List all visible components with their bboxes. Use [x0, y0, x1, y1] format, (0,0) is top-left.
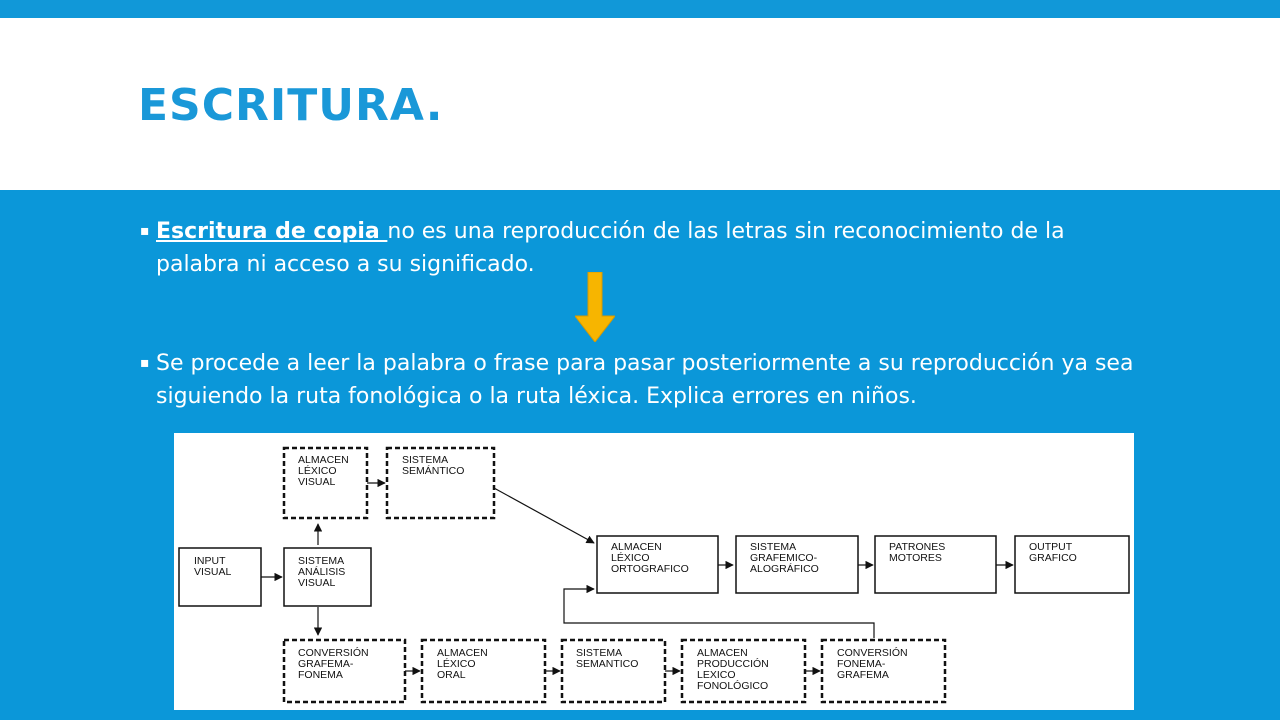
svg-text:ALOGRÁFICO: ALOGRÁFICO: [750, 563, 819, 575]
svg-text:FONOLÓGICO: FONOLÓGICO: [697, 680, 769, 692]
bullet-2: [140, 347, 1140, 413]
svg-text:LEXICO: LEXICO: [697, 669, 736, 681]
svg-text:ORTOGRAFICO: ORTOGRAFICO: [611, 563, 689, 575]
svg-text:GRAFEMA-: GRAFEMA-: [298, 658, 354, 670]
svg-text:GRAFEMICO-: GRAFEMICO-: [750, 552, 818, 564]
bullet-1-text: [156, 215, 1140, 281]
bullet-2-text: Se procede a leer la palabra o frase para pasar posteriormente a su reproducción ya sea siguiendo la ruta fonológica o la ruta léxica. Explica errores en niños.: [156, 351, 1134, 409]
top-accent-strip: [0, 0, 1280, 18]
writing-model-diagram: [174, 433, 1134, 710]
bullet-1: [140, 215, 1140, 281]
svg-text:SISTEMA: SISTEMA: [298, 555, 345, 567]
svg-text:FONEMA: FONEMA: [298, 669, 343, 681]
svg-text:GRAFEMA: GRAFEMA: [837, 669, 889, 681]
svg-text:PRODUCCIÓN: PRODUCCIÓN: [697, 658, 769, 670]
svg-text:PATRONES: PATRONES: [889, 541, 946, 553]
svg-text:INPUT: INPUT: [194, 555, 226, 567]
svg-text:ANÁLISIS: ANÁLISIS: [298, 566, 346, 578]
svg-text:SEMÁNTICO: SEMÁNTICO: [402, 465, 465, 477]
bullet-marker: ▪: [140, 223, 150, 239]
svg-text:ORAL: ORAL: [437, 669, 466, 681]
svg-text:CONVERSIÓN: CONVERSIÓN: [837, 647, 908, 659]
svg-text:SEMANTICO: SEMANTICO: [576, 658, 639, 670]
slide-title: ESCRITURA.: [138, 80, 444, 131]
bullet-marker: ▪: [140, 355, 150, 371]
svg-text:GRAFICO: GRAFICO: [1029, 552, 1077, 564]
svg-text:CONVERSIÓN: CONVERSIÓN: [298, 647, 369, 659]
down-arrow-icon: [575, 272, 615, 342]
svg-text:FONEMA-: FONEMA-: [837, 658, 886, 670]
svg-text:VISUAL: VISUAL: [298, 577, 336, 589]
svg-text:SISTEMA: SISTEMA: [750, 541, 797, 553]
svg-text:LÉXICO: LÉXICO: [298, 465, 337, 477]
svg-text:OUTPUT: OUTPUT: [1029, 541, 1073, 553]
svg-text:VISUAL: VISUAL: [194, 566, 232, 578]
svg-text:SISTEMA: SISTEMA: [576, 647, 623, 659]
svg-text:LÉXICO: LÉXICO: [611, 552, 650, 564]
box-patrones-motores: [889, 541, 945, 564]
diagram-svg: [174, 433, 1134, 710]
svg-text:ALMACEN: ALMACEN: [298, 454, 349, 466]
svg-text:VISUAL: VISUAL: [298, 476, 336, 488]
box-output-grafico: [1029, 541, 1077, 564]
svg-text:ALMACEN: ALMACEN: [611, 541, 662, 553]
svg-text:LÉXICO: LÉXICO: [437, 658, 476, 670]
bullet-1-term: Escritura de copia: [156, 219, 388, 244]
svg-text:SISTEMA: SISTEMA: [402, 454, 449, 466]
svg-text:MOTORES: MOTORES: [889, 552, 942, 564]
svg-text:ALMACEN: ALMACEN: [697, 647, 748, 659]
bullet-1-rest: no es una reproducción de las letras sin reconocimiento de la palabra ni acceso a su significado.: [156, 219, 1065, 277]
svg-text:ALMACEN: ALMACEN: [437, 647, 488, 659]
